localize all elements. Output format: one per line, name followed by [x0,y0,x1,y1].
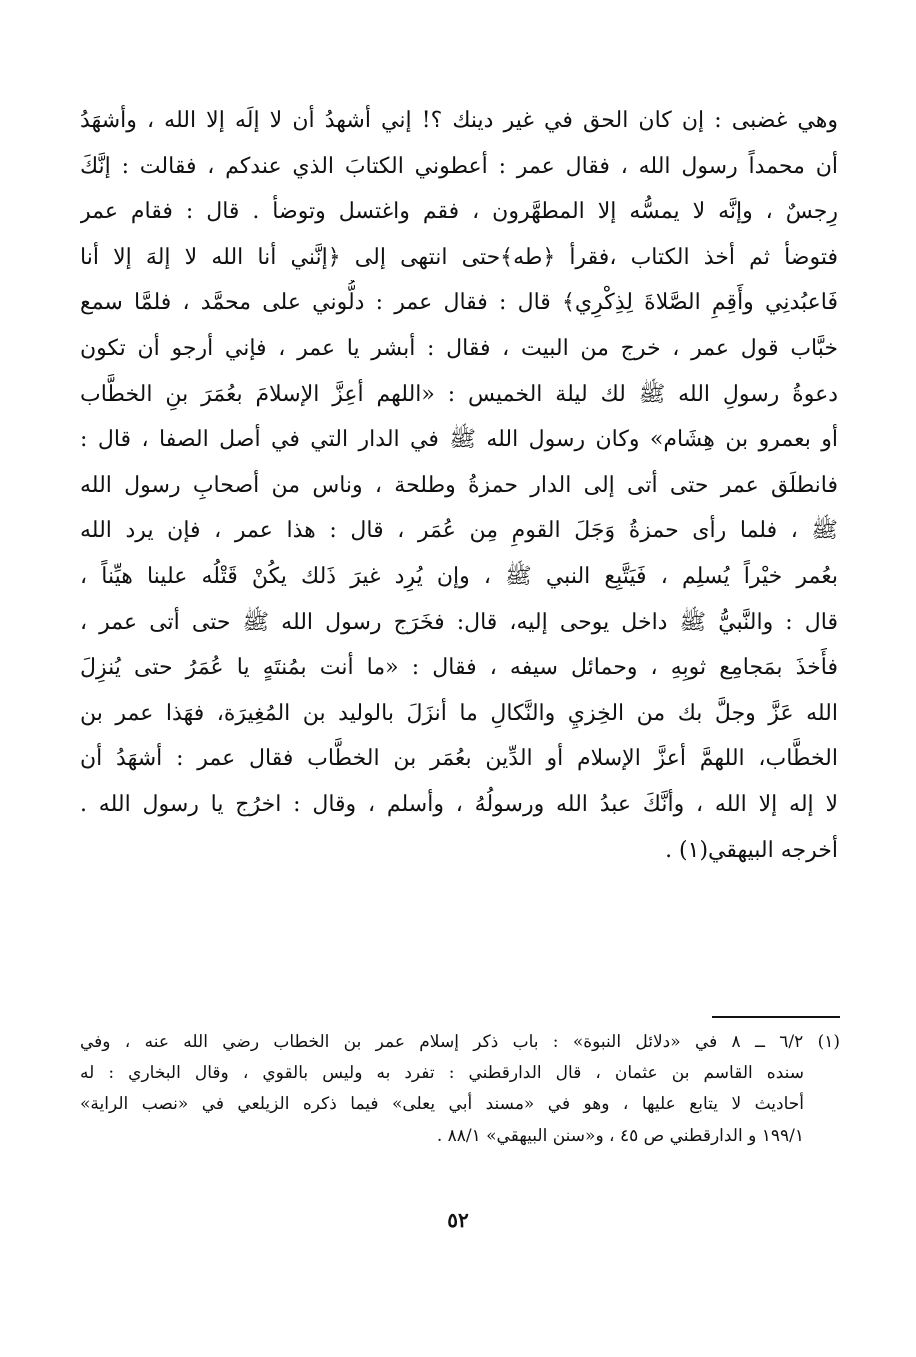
text-line: أو بعمرو بن هِشَام» وكان رسول الله ﷺ في الدار التي في أصل الصفا ، قال : [80,427,838,453]
footnotes [80,1027,840,1152]
text-line: فتوضأ ثم أخذ الكتاب ،فقرأ ﴿طه﴾حتى انتهى إلى ﴿إنَّني أنا الله لا إلهَ إلا أنا [80,244,838,270]
footnote-line: أحاديث لا يتابع عليها ، وهو في «مسند أبي يعلى» فيما ذكره الزيلعي في «نصب الراية» [80,1094,804,1115]
text-line: أن محمداً رسول الله ، فقال عمر : أعطوني الكتابَ الذي عندكم ، فقالت : إنَّكَ [80,153,838,179]
footnote-line: (١) ٦/٢ ــ ٨ في «دلائل النبوة» : باب ذكر إسلام عمر بن الخطاب رضي الله عنه ، وفي [80,1032,840,1052]
text-line: رِجسٌ ، وإنَّه لا يمسُّه إلا المطهَّرون ، فقم واغتسل وتوضأ . قال : فقام عمر [80,199,838,225]
text-line: فانطلَق عمر حتى أتى إلى الدار حمزةُ وطلحة ، وناس من أصحابِ رسول الله [80,472,838,498]
text-line: لا إله إلا الله ، وأنَّكَ عبدُ الله ورسولُهُ ، وأسلم ، وقال : اخرُج يا رسول الله . [80,791,838,817]
text-line-final: أخرجه البيهقي(١) . [665,837,838,863]
text-line: وهي غضبى : إن كان الحق في غير دينك ؟! إني أشهدُ أن لا إلَه إلا الله ، وأشهَدُ [80,108,838,133]
text-line: فَاعبُدنِي وأَقِمِ الصَّلاةَ لِذِكْرِي﴾ قال : فقال عمر : دلُّوني على محمَّد ، فلمَّا سمع [80,290,838,316]
text-line: بعُمر خيْراً يُسلِم ، فَيَتَّبِع النبي ﷺ ، وإن يُرِد غيرَ ذَلك يكُنْ قَتْلُه علينا هيِّناً ، [80,563,838,589]
text-line: خبَّاب قول عمر ، خرج من البيت ، فقال : أبشر يا عمر ، فإني أرجو أن تكون [80,335,838,361]
text-line: فأَخذَ بمَجامِع ثوبِهِ ، وحمائل سيفه ، فقال : «ما أنت بمُنتَهٍ يا عُمَرُ حتى يُنزِلَ [80,655,838,681]
footnote-line: سنده القاسم بن عثمان ، قال الدارقطني : تفرد به وليس بالقوي ، وقال البخاري : له [80,1063,804,1084]
main-text [80,98,838,873]
text-line: الخطَّاب، اللهمَّ أعزَّ الإسلام أو الدِّين بعُمَر بن الخطَّاب فقال عمر : أشهَدُ أن [80,746,838,772]
text-line: الله عَزَّ وجلَّ بك من الخِزيِ والنَّكالِ ما أنزَلَ بالوليد بن المُغِيرَة، فهَذا عمر بن [80,700,838,726]
footnote-line: ١٩٩/١ و الدارقطني ص ٤٥ ، و«سنن البيهقي» ٨٨/١ . [436,1125,804,1146]
page-number: ٥٢ [447,1208,469,1232]
text-line: ﷺ ، فلما رأى حمزةُ وَجَلَ القومِ مِن عُمَر ، قال : هذا عمر ، فإن يرد الله [80,518,838,544]
footnote-separator [712,1016,840,1018]
text-line: دعوةُ رسولِ الله ﷺ لك ليلة الخميس : «اللهم أعِزَّ الإسلامَ بعُمَرَ بنِ الخطَّاب [80,381,838,407]
text-line: قال : والنَّبيُّ ﷺ داخل يوحى إليه، قال: فخَرَج رسول الله ﷺ حتى أتى عمر ، [80,609,838,635]
